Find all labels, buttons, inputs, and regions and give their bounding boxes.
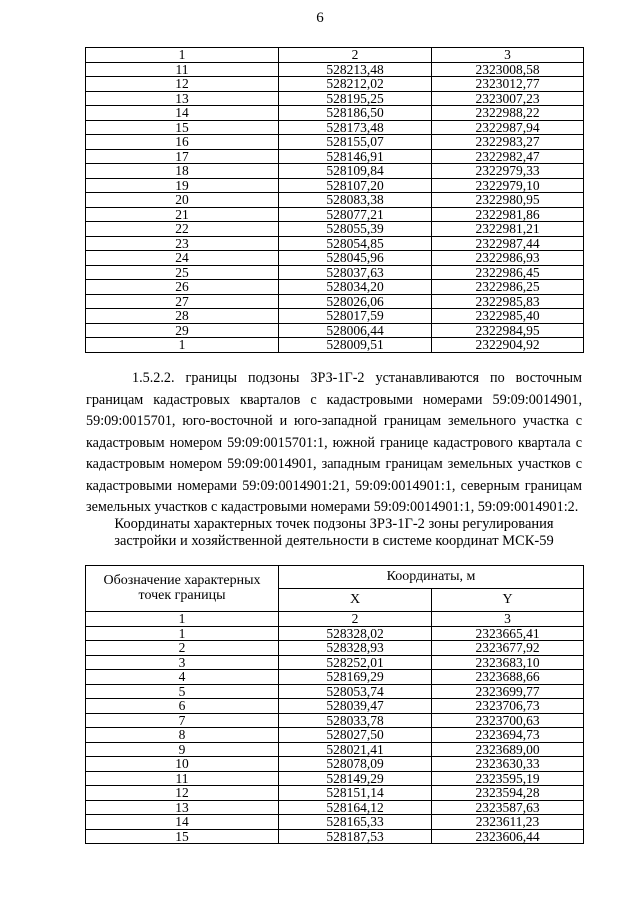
point-number-cell: 6 <box>86 699 279 714</box>
point-number-cell: 11 <box>86 62 279 77</box>
table-row <box>86 771 584 786</box>
y-coordinate-cell: 2323665,41 <box>432 626 584 641</box>
table-row <box>86 120 584 135</box>
boundary-description <box>86 368 582 519</box>
y-coordinate-cell: 2323007,23 <box>432 91 584 106</box>
point-number-cell: 28 <box>86 309 279 324</box>
table-row <box>86 178 584 193</box>
point-number-cell: 11 <box>86 771 279 786</box>
column-number-cell: 3 <box>432 612 584 627</box>
x-coordinate-cell: 528169,29 <box>279 670 432 685</box>
x-coordinate-cell: 528034,20 <box>279 280 432 295</box>
point-number-cell: 22 <box>86 222 279 237</box>
x-coordinate-cell: 528055,39 <box>279 222 432 237</box>
y-coordinate-cell: 2322979,33 <box>432 164 584 179</box>
y-coordinate-cell: 2323587,63 <box>432 800 584 815</box>
point-number-cell: 27 <box>86 294 279 309</box>
y-coordinate-cell: 2323694,73 <box>432 728 584 743</box>
point-number-cell: 24 <box>86 251 279 266</box>
table-row <box>86 236 584 251</box>
column-number-cell: 1 <box>86 48 279 63</box>
y-coordinate-cell: 2322979,10 <box>432 178 584 193</box>
x-coordinate-cell: 528077,21 <box>279 207 432 222</box>
y-coordinate-cell: 2322981,21 <box>432 222 584 237</box>
y-coordinate-cell: 2322987,44 <box>432 236 584 251</box>
point-number-cell: 15 <box>86 829 279 844</box>
x-coordinate-cell: 528173,48 <box>279 120 432 135</box>
x-coordinate-cell: 528107,20 <box>279 178 432 193</box>
y-coordinate-cell: 2322985,83 <box>432 294 584 309</box>
point-number-cell: 12 <box>86 77 279 92</box>
table-row <box>86 323 584 338</box>
x-coordinate-cell: 528187,53 <box>279 829 432 844</box>
table-row <box>86 713 584 728</box>
y-coordinate-cell: 2323595,19 <box>432 771 584 786</box>
y-coordinate-cell: 2323700,63 <box>432 713 584 728</box>
point-number-cell: 17 <box>86 149 279 164</box>
table-row <box>86 655 584 670</box>
y-coordinate-cell: 2323706,73 <box>432 699 584 714</box>
y-coordinate-cell: 2322986,25 <box>432 280 584 295</box>
table-row <box>86 164 584 179</box>
table-row <box>86 338 584 353</box>
y-coordinate-cell: 2322980,95 <box>432 193 584 208</box>
column-number-cell: 3 <box>432 48 584 63</box>
x-coordinate-cell: 528164,12 <box>279 800 432 815</box>
x-coordinate-cell: 528151,14 <box>279 786 432 801</box>
y-coordinate-cell: 2322904,92 <box>432 338 584 353</box>
point-number-cell: 16 <box>86 135 279 150</box>
table-row <box>86 728 584 743</box>
x-coordinate-cell: 528109,84 <box>279 164 432 179</box>
y-coordinate-cell: 2322986,45 <box>432 265 584 280</box>
point-number-cell: 9 <box>86 742 279 757</box>
point-number-cell: 26 <box>86 280 279 295</box>
table-row <box>86 786 584 801</box>
point-number-cell: 14 <box>86 106 279 121</box>
y-coordinate-cell: 2323008,58 <box>432 62 584 77</box>
points-column-header: Обозначение характерных точек границы <box>86 566 279 612</box>
point-number-cell: 19 <box>86 178 279 193</box>
table-row <box>86 251 584 266</box>
point-number-cell: 1 <box>86 338 279 353</box>
x-coordinate-cell: 528021,41 <box>279 742 432 757</box>
y-coordinate-cell: 2323012,77 <box>432 77 584 92</box>
y-coordinate-cell: 2322988,22 <box>432 106 584 121</box>
table-row <box>86 757 584 772</box>
x-column-header: X <box>279 589 432 612</box>
coordinates-table-2 <box>85 565 584 844</box>
column-number-cell: 1 <box>86 612 279 627</box>
table-row <box>86 265 584 280</box>
point-number-cell: 8 <box>86 728 279 743</box>
table-row <box>86 742 584 757</box>
y-coordinate-cell: 2323683,10 <box>432 655 584 670</box>
table-row <box>86 149 584 164</box>
x-coordinate-cell: 528213,48 <box>279 62 432 77</box>
column-number-cell: 2 <box>279 612 432 627</box>
x-coordinate-cell: 528037,63 <box>279 265 432 280</box>
x-coordinate-cell: 528009,51 <box>279 338 432 353</box>
table-row <box>86 106 584 121</box>
table-row <box>86 829 584 844</box>
x-coordinate-cell: 528146,91 <box>279 149 432 164</box>
y-coordinate-cell: 2323699,77 <box>432 684 584 699</box>
point-number-cell: 18 <box>86 164 279 179</box>
x-coordinate-cell: 528039,47 <box>279 699 432 714</box>
table-row <box>86 684 584 699</box>
x-coordinate-cell: 528006,44 <box>279 323 432 338</box>
y-coordinate-cell: 2322986,93 <box>432 251 584 266</box>
table-row <box>86 670 584 685</box>
table-row <box>86 626 584 641</box>
y-coordinate-cell: 2323606,44 <box>432 829 584 844</box>
y-coordinate-cell: 2323611,23 <box>432 815 584 830</box>
x-coordinate-cell: 528252,01 <box>279 655 432 670</box>
table-row <box>86 699 584 714</box>
x-coordinate-cell: 528155,07 <box>279 135 432 150</box>
point-number-cell: 15 <box>86 120 279 135</box>
point-number-cell: 23 <box>86 236 279 251</box>
point-number-cell: 3 <box>86 655 279 670</box>
y-coordinate-cell: 2322983,27 <box>432 135 584 150</box>
caption-line-1: Координаты характерных точек подзоны ЗРЗ-1Г-2 зоны регулирования <box>114 516 554 532</box>
y-coordinate-cell: 2323594,28 <box>432 786 584 801</box>
y-coordinate-cell: 2322982,47 <box>432 149 584 164</box>
x-coordinate-cell: 528328,93 <box>279 641 432 656</box>
point-number-cell: 2 <box>86 641 279 656</box>
x-coordinate-cell: 528212,02 <box>279 77 432 92</box>
x-coordinate-cell: 528017,59 <box>279 309 432 324</box>
table-row <box>86 815 584 830</box>
point-number-cell: 13 <box>86 91 279 106</box>
x-coordinate-cell: 528026,06 <box>279 294 432 309</box>
y-coordinate-cell: 2323630,33 <box>432 757 584 772</box>
table-row <box>86 294 584 309</box>
y-coordinate-cell: 2322987,94 <box>432 120 584 135</box>
table-row <box>86 309 584 324</box>
point-number-cell: 4 <box>86 670 279 685</box>
x-coordinate-cell: 528165,33 <box>279 815 432 830</box>
x-coordinate-cell: 528149,29 <box>279 771 432 786</box>
point-number-cell: 25 <box>86 265 279 280</box>
table-row <box>86 62 584 77</box>
x-coordinate-cell: 528328,02 <box>279 626 432 641</box>
x-coordinate-cell: 528053,74 <box>279 684 432 699</box>
table-row <box>86 91 584 106</box>
page-number: 6 <box>316 10 324 26</box>
point-number-cell: 13 <box>86 800 279 815</box>
column-number-row <box>86 48 584 63</box>
x-coordinate-cell: 528045,96 <box>279 251 432 266</box>
coordinates-header: Координаты, м <box>279 566 584 589</box>
point-number-cell: 1 <box>86 626 279 641</box>
table-row <box>86 222 584 237</box>
x-coordinate-cell: 528054,85 <box>279 236 432 251</box>
table-caption <box>86 516 582 550</box>
y-coordinate-cell: 2322985,40 <box>432 309 584 324</box>
table-row <box>86 207 584 222</box>
y-coordinate-cell: 2323677,92 <box>432 641 584 656</box>
x-coordinate-cell: 528078,09 <box>279 757 432 772</box>
point-number-cell: 12 <box>86 786 279 801</box>
x-coordinate-cell: 528083,38 <box>279 193 432 208</box>
y-coordinate-cell: 2322984,95 <box>432 323 584 338</box>
point-number-cell: 21 <box>86 207 279 222</box>
coordinates-table-1 <box>85 47 584 353</box>
table-row <box>86 641 584 656</box>
point-number-cell: 7 <box>86 713 279 728</box>
x-coordinate-cell: 528027,50 <box>279 728 432 743</box>
paragraph-text: 1.5.2.2. границы подзоны ЗРЗ-1Г-2 устанавливаются по восточным границам кадастровых кварталов с кадастровыми номерами 59:09:0014901, 59:09:0015701, юго-восточной и юго-западной границам земельного участка с кадастровым номером 59:09:0015701:1, южной границе кадастрового квартала с кадастровым номером 59:09:0014901, западным границам земельных участков с кадастровыми номерами 59:09:0014901:21, 59:09:0014901:1, северным границам земельных участков с кадастровыми номерами 59:09:0014901:1, 59:09:0014901:2. <box>86 370 582 515</box>
point-number-cell: 20 <box>86 193 279 208</box>
point-number-cell: 10 <box>86 757 279 772</box>
table-row <box>86 77 584 92</box>
y-coordinate-cell: 2322981,86 <box>432 207 584 222</box>
column-number-cell: 2 <box>279 48 432 63</box>
y-column-header: Y <box>432 589 584 612</box>
table-row <box>86 193 584 208</box>
y-coordinate-cell: 2323688,66 <box>432 670 584 685</box>
point-number-cell: 29 <box>86 323 279 338</box>
table-head-row <box>86 566 584 589</box>
table-row <box>86 800 584 815</box>
caption-line-2: застройки и хозяйственной деятельности в системе координат МСК-59 <box>114 533 554 549</box>
x-coordinate-cell: 528195,25 <box>279 91 432 106</box>
table-row <box>86 280 584 295</box>
x-coordinate-cell: 528186,50 <box>279 106 432 121</box>
x-coordinate-cell: 528033,78 <box>279 713 432 728</box>
point-number-cell: 14 <box>86 815 279 830</box>
table-row <box>86 135 584 150</box>
point-number-cell: 5 <box>86 684 279 699</box>
column-number-row <box>86 612 584 627</box>
y-coordinate-cell: 2323689,00 <box>432 742 584 757</box>
